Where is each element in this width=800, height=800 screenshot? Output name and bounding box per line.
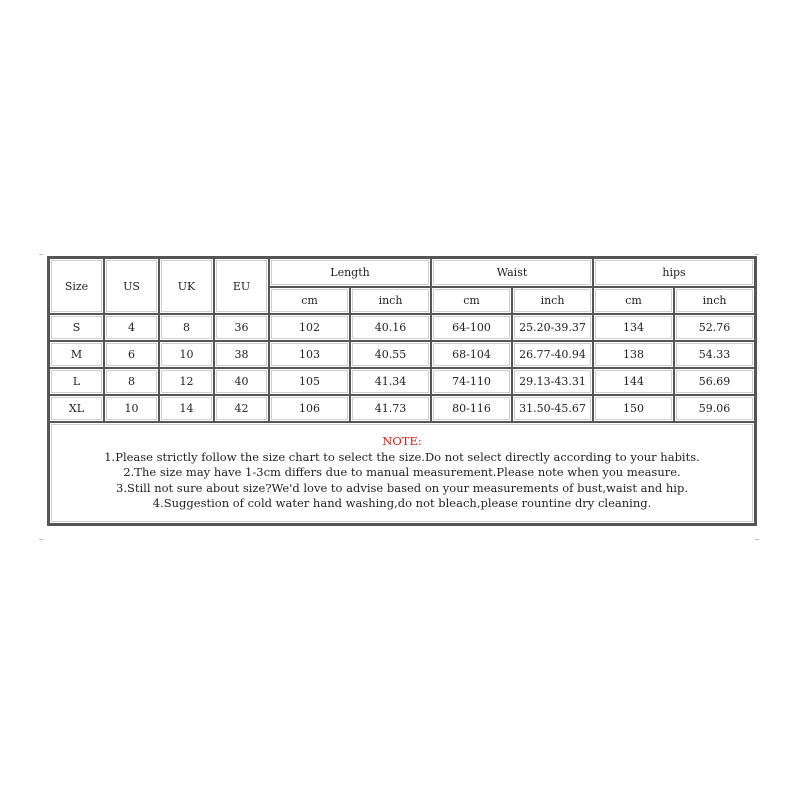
table-row xyxy=(49,314,755,341)
table-cell: 38 xyxy=(214,341,269,368)
header-size: Size xyxy=(49,258,104,314)
table-cell: 144 xyxy=(593,368,674,395)
table-cell: L xyxy=(49,368,104,395)
table-cell: 40.16 xyxy=(350,314,431,341)
table-cell: 14 xyxy=(159,395,214,422)
table-cell: 25.20-39.37 xyxy=(512,314,593,341)
table-cell: 138 xyxy=(593,341,674,368)
table-cell: 54.33 xyxy=(674,341,755,368)
table-cell: 8 xyxy=(104,368,159,395)
table-cell: 40 xyxy=(214,368,269,395)
table-cell: 6 xyxy=(104,341,159,368)
notes-cell xyxy=(49,422,755,524)
unit-header: inch xyxy=(512,287,593,314)
corner-tick xyxy=(755,539,759,540)
table-cell: 150 xyxy=(593,395,674,422)
corner-tick xyxy=(39,254,43,255)
header-us: US xyxy=(104,258,159,314)
table-cell: 80-116 xyxy=(431,395,512,422)
header-uk: UK xyxy=(159,258,214,314)
table-row xyxy=(49,368,755,395)
unit-header: cm xyxy=(269,287,350,314)
unit-header: cm xyxy=(593,287,674,314)
table-cell: 29.13-43.31 xyxy=(512,368,593,395)
table-cell: S xyxy=(49,314,104,341)
header-hips: hips xyxy=(593,258,755,287)
header-eu: EU xyxy=(214,258,269,314)
corner-tick xyxy=(755,254,759,255)
table-cell: 42 xyxy=(214,395,269,422)
unit-header: inch xyxy=(674,287,755,314)
table-row xyxy=(49,341,755,368)
size-table xyxy=(47,256,757,526)
table-cell: 41.34 xyxy=(350,368,431,395)
header-waist: Waist xyxy=(431,258,593,287)
table-cell: 103 xyxy=(269,341,350,368)
note-line: 3.Still not sure about size?We'd love to advise based on your measurements of bust,waist and hip. xyxy=(116,480,688,495)
unit-header: cm xyxy=(431,287,512,314)
header-row xyxy=(49,258,755,287)
table-cell: 4 xyxy=(104,314,159,341)
corner-tick xyxy=(39,539,43,540)
table-cell: 52.76 xyxy=(674,314,755,341)
table-cell: 41.73 xyxy=(350,395,431,422)
note-title: NOTE: xyxy=(382,434,422,449)
table-cell: 12 xyxy=(159,368,214,395)
table-cell: 31.50-45.67 xyxy=(512,395,593,422)
table-cell: 8 xyxy=(159,314,214,341)
header-length: Length xyxy=(269,258,431,287)
table-cell: M xyxy=(49,341,104,368)
table-cell: 10 xyxy=(159,341,214,368)
table-cell: 36 xyxy=(214,314,269,341)
table-cell: 74-110 xyxy=(431,368,512,395)
table-row xyxy=(49,395,755,422)
unit-header: inch xyxy=(350,287,431,314)
table-cell: 10 xyxy=(104,395,159,422)
note-line: 4.Suggestion of cold water hand washing,do not bleach,please rountine dry cleaning. xyxy=(152,496,652,511)
note-line: 2.The size may have 1-3cm differs due to manual measurement.Please note when you measure. xyxy=(123,465,681,480)
table-cell: 102 xyxy=(269,314,350,341)
note-line: 1.Please strictly follow the size chart to select the size.Do not select directly according to your habits. xyxy=(104,449,700,464)
table-cell: 105 xyxy=(269,368,350,395)
notes-row xyxy=(49,422,755,524)
table-cell: 26.77-40.94 xyxy=(512,341,593,368)
size-chart xyxy=(47,256,753,538)
table-cell: 40.55 xyxy=(350,341,431,368)
table-cell: 134 xyxy=(593,314,674,341)
table-cell: 68-104 xyxy=(431,341,512,368)
table-cell: XL xyxy=(49,395,104,422)
table-cell: 56.69 xyxy=(674,368,755,395)
table-cell: 106 xyxy=(269,395,350,422)
table-cell: 64-100 xyxy=(431,314,512,341)
table-cell: 59.06 xyxy=(674,395,755,422)
